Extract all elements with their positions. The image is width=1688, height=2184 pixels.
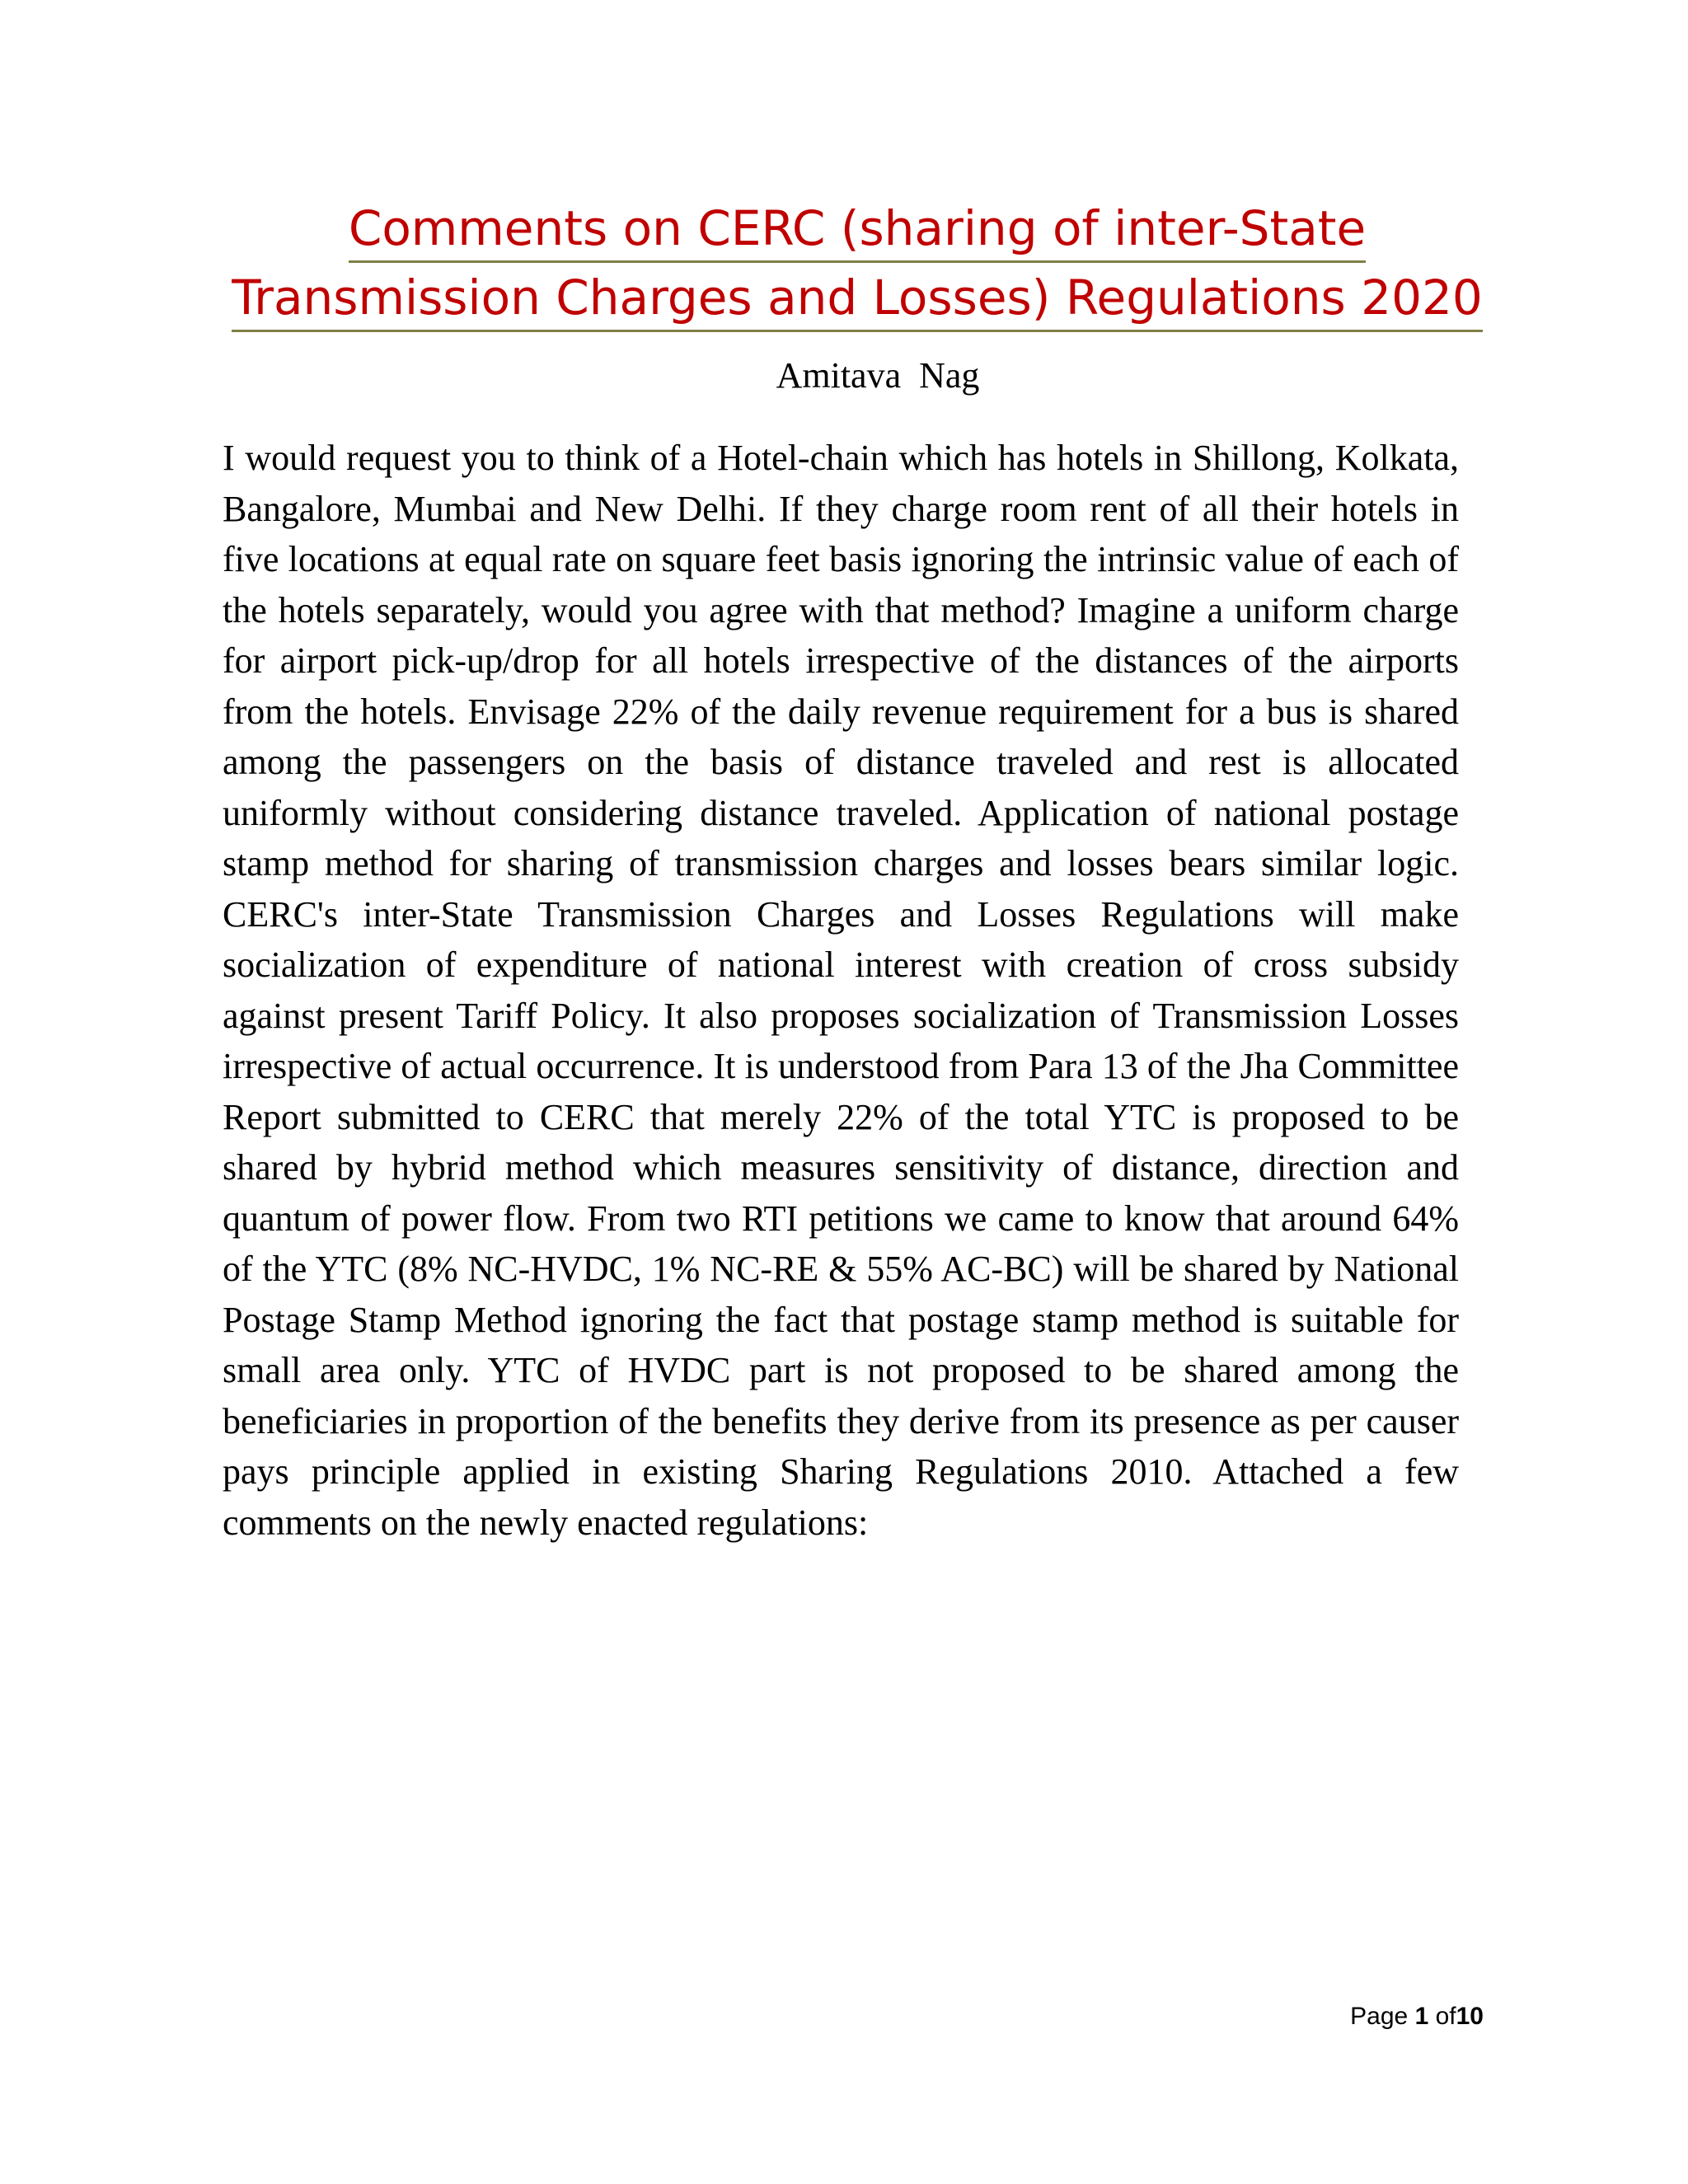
page-total: 10	[1456, 2003, 1484, 2030]
document-title	[198, 194, 1517, 332]
page-label: Page	[1350, 2003, 1409, 2030]
body-paragraph: I would request you to think of a Hotel-chain which has hotels in Shillong, Kolkata, Bangalore, Mumbai and New Delhi. If they charge room rent of all their hotels in five locations at equal rate on square feet basis ignoring the intrinsic value of each of the hotels separately, would you agree with that method? Imagine a uniform charge for airport pick-up/drop for all hotels irrespective of the distances of the airports from the hotels. Envisage 22% of the daily revenue requirement for a bus is shared among the passengers on the basis of distance traveled and rest is allocated uniformly without considering distance traveled. Application of national postage stamp method for sharing of transmission charges and losses bears similar logic. CERC's inter-State Transmission Charges and Losses Regulations will make socialization of expenditure of national interest with creation of cross subsidy against present Tariff Policy. It also proposes socialization of Transmission Losses irrespective of actual occurrence. It is understood from Para 13 of the Jha Committee Report submitted to CERC that merely 22% of the total YTC is proposed to be shared by hybrid method which measures sensitivity of distance, direction and quantum of power flow. From two RTI petitions we came to know that around 64% of the YTC (8% NC-HVDC, 1% NC-RE & 55% AC-BC) will be shared by National Postage Stamp Method ignoring the fact that postage stamp method is suitable for small area only. YTC of HVDC part is not proposed to be shared among the beneficiaries in proportion of the benefits they derive from its presence as per causer pays principle applied in existing Sharing Regulations 2010. Attached a few comments on the newly enacted regulations:	[223, 438, 1459, 1543]
author-name: Amitava Nag	[776, 355, 980, 396]
of-label: of	[1435, 2003, 1456, 2030]
title-line-1: Comments on CERC (sharing of inter-State	[349, 196, 1366, 263]
title-line-2: Transmission Charges and Losses) Regulations 2020	[232, 265, 1483, 332]
page-number: 1	[1414, 2003, 1429, 2030]
page-footer	[1236, 2003, 1484, 2031]
